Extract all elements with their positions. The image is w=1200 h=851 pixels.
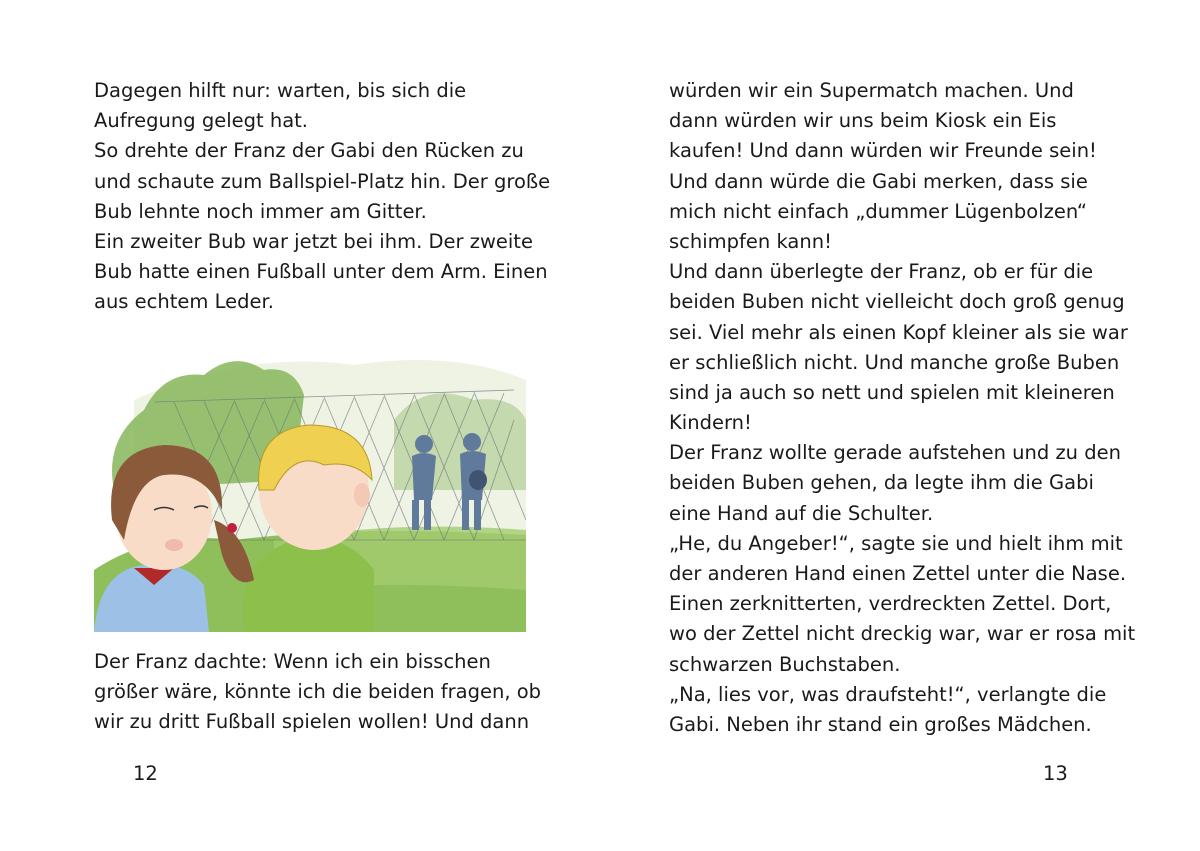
text-line: mich nicht einfach „dummer Lügenbolzen“ bbox=[669, 199, 1087, 223]
text-line: und schaute zum Ballspiel-Platz hin. Der große bbox=[94, 169, 551, 193]
text-line: Und dann überlegte der Franz, ob er für die bbox=[669, 260, 1094, 284]
text-line: „He, du Angeber!“, sagte sie und hielt ihm mit bbox=[669, 531, 1123, 555]
left-page-text-top bbox=[94, 76, 550, 318]
text-line: beiden Buben gehen, da legte ihm die Gabi bbox=[669, 471, 1094, 495]
text-line: Gabi. Neben ihr stand ein großes Mädchen. bbox=[669, 712, 1092, 736]
text-line: Dagegen hilft nur: warten, bis sich die bbox=[94, 79, 467, 102]
page-number-left: 12 bbox=[133, 762, 158, 785]
text-line: Der Franz wollte gerade aufstehen und zu den bbox=[669, 441, 1121, 465]
right-page-text bbox=[669, 76, 1135, 740]
text-line: Bub hatte einen Fußball unter dem Arm. Einen bbox=[94, 260, 548, 284]
text-line: größer wäre, könnte ich die beiden fragen, ob bbox=[94, 680, 542, 704]
text-line: wo der Zettel nicht dreckig war, war er rosa mit bbox=[669, 622, 1136, 646]
text-line: würden wir ein Supermatch machen. Und bbox=[669, 79, 1074, 102]
text-line: sei. Viel mehr als einen Kopf kleiner als sie war bbox=[669, 320, 1128, 344]
text-line: Kindern! bbox=[669, 411, 752, 435]
text-line: Bub lehnte noch immer am Gitter. bbox=[94, 199, 427, 223]
text-line: wir zu dritt Fußball spielen wollen! Und dann bbox=[94, 710, 530, 734]
text-line: eine Hand auf die Schulter. bbox=[669, 501, 934, 525]
text-line: Der Franz dachte: Wenn ich ein bisschen bbox=[94, 650, 491, 673]
text-line: er schließlich nicht. Und manche große Buben bbox=[669, 350, 1120, 374]
text-line: „Na, lies vor, was draufsteht!“, verlangte die bbox=[669, 682, 1107, 706]
text-line: Ein zweiter Bub war jetzt bei ihm. Der zweite bbox=[94, 229, 533, 253]
text-line: sind ja auch so nett und spielen mit kleineren bbox=[669, 380, 1115, 404]
text-line: Und dann würde die Gabi merken, dass sie bbox=[669, 169, 1088, 193]
illustration bbox=[94, 340, 526, 632]
text-line: Aufregung gelegt hat. bbox=[94, 109, 308, 133]
text-line: aus echtem Leder. bbox=[94, 290, 274, 314]
text-line: kaufen! Und dann würden wir Freunde sein! bbox=[669, 139, 1097, 163]
text-line: So drehte der Franz der Gabi den Rücken zu bbox=[94, 139, 524, 163]
text-line: schimpfen kann! bbox=[669, 229, 832, 253]
text-line: der anderen Hand einen Zettel unter die Nase. bbox=[669, 562, 1127, 585]
text-line: beiden Buben nicht vielleicht doch groß genug bbox=[669, 290, 1125, 314]
page-number-right: 13 bbox=[1043, 762, 1068, 785]
text-line: dann würden wir uns beim Kiosk ein Eis bbox=[669, 109, 1057, 133]
text-line: schwarzen Buchstaben. bbox=[669, 652, 901, 676]
text-line: Einen zerknitterten, verdreckten Zettel. Dort, bbox=[669, 592, 1112, 616]
left-page-text-bottom bbox=[94, 647, 541, 738]
